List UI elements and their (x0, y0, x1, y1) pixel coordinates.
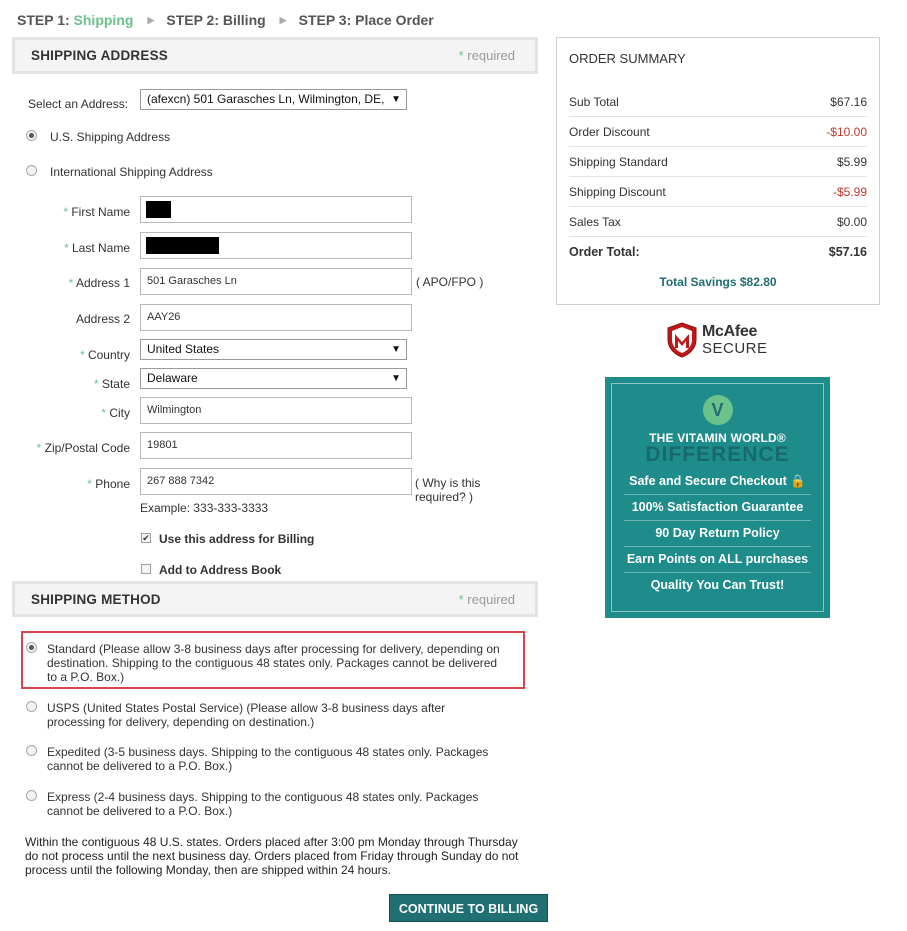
use-for-billing-label: Use this address for Billing (159, 532, 315, 546)
select-address-label: Select an Address: (28, 97, 129, 111)
summary-row: Shipping Standard $5.99 (569, 147, 867, 177)
step1-name[interactable]: Shipping (73, 12, 134, 28)
dropdown-arrow-icon: ▼ (391, 94, 401, 105)
address2-field[interactable]: AAY26 (140, 304, 412, 331)
checkout-steps (17, 12, 434, 28)
address-select[interactable] (140, 89, 407, 110)
step3[interactable]: STEP 3: Place Order (298, 12, 434, 28)
vitamin-world-logo-icon: V (703, 395, 733, 425)
add-to-address-book-checkbox[interactable] (141, 564, 151, 574)
secure-word: SECURE (702, 340, 768, 357)
shipping-address-header (12, 37, 538, 74)
banner-subtitle: DIFFERENCE (645, 443, 790, 466)
country-value: United States (147, 342, 220, 356)
redaction-bar (146, 201, 171, 218)
city-field[interactable]: Wilmington (140, 397, 412, 424)
why-required-link[interactable]: ( Why is this required? ) (415, 476, 481, 504)
intl-shipping-radio[interactable] (26, 165, 37, 176)
address1-field[interactable]: 501 Garasches Ln (140, 268, 412, 295)
summary-row: Sales Tax $0.00 (569, 207, 867, 237)
address2-label: Address 2 (75, 312, 130, 326)
step-arrow-icon: ▶ (279, 14, 287, 25)
continue-to-billing-button[interactable]: CONTINUE TO BILLING (389, 894, 548, 922)
country-select[interactable] (140, 339, 407, 360)
vitamin-world-banner (605, 377, 830, 618)
address-select-value: (afexcn) 501 Garasches Ln, Wilmington, DE, (147, 92, 385, 106)
address1-label: * Address 1 (68, 276, 130, 290)
banner-feature: Safe and Secure Checkout 🔒 (629, 474, 806, 488)
standard-shipping-radio[interactable] (26, 642, 37, 653)
first-name-field[interactable] (140, 196, 412, 223)
express-shipping-radio[interactable] (26, 790, 37, 801)
mcafee-shield-icon (666, 322, 698, 358)
us-shipping-label: U.S. Shipping Address (50, 130, 171, 144)
expedited-shipping-label: Expedited (3-5 business days. Shipping to the contiguous 48 states only. Packages cannot be delivered to a P.O. Box.) (47, 745, 489, 773)
usps-shipping-label: USPS (United States Postal Service) (Please allow 3-8 business days after processing for delivery, depending on destination.) (47, 701, 446, 729)
zip-label: * Zip/Postal Code (36, 441, 130, 455)
banner-feature: Quality You Can Trust! (624, 572, 811, 598)
total-savings: Total Savings $82.80 (659, 275, 777, 289)
required-note: * required (458, 48, 515, 63)
use-for-billing-checkbox[interactable]: ✔ (142, 533, 150, 543)
apo-fpo-link[interactable]: ( APO/FPO ) (416, 275, 484, 289)
dropdown-arrow-icon: ▼ (391, 373, 401, 384)
banner-title: THE VITAMIN WORLD® (649, 431, 786, 445)
city-label: * City (101, 406, 130, 420)
summary-row: Shipping Discount -$5.99 (569, 177, 867, 207)
standard-shipping-label: Standard (Please allow 3-8 business days after processing for delivery, depending on destination. Shipping to the contiguous 48 states only. Packages cannot be delivered to a P.O. Box.) (47, 642, 500, 684)
order-summary-title: ORDER SUMMARY (569, 51, 686, 66)
express-shipping-label: Express (2-4 business days. Shipping to the contiguous 48 states only. Packages cannot be delivered to a P.O. Box.) (47, 790, 479, 818)
shipping-method-header (12, 581, 538, 617)
country-label: * Country (79, 348, 130, 362)
phone-label: * Phone (87, 477, 130, 491)
expedited-shipping-radio[interactable] (26, 745, 37, 756)
mcafee-secure-badge[interactable] (666, 322, 768, 358)
banner-feature: Earn Points on ALL purchases (624, 546, 811, 572)
step2[interactable]: STEP 2: Billing (166, 12, 266, 28)
usps-shipping-radio[interactable] (26, 701, 37, 712)
first-name-label: * First Name (63, 205, 130, 219)
phone-example: Example: 333-333-3333 (140, 501, 269, 515)
last-name-label: * Last Name (63, 241, 130, 255)
order-total-row: Order Total: $57.16 (569, 245, 867, 259)
mcafee-word: McAfee (702, 323, 758, 340)
banner-feature: 100% Satisfaction Guarantee (624, 494, 811, 520)
order-summary (556, 37, 880, 305)
summary-row: Order Discount -$10.00 (569, 117, 867, 147)
mcafee-words (702, 323, 768, 357)
zip-field[interactable]: 19801 (140, 432, 412, 459)
section-title: SHIPPING METHOD (31, 591, 161, 607)
state-select[interactable] (140, 368, 407, 389)
banner-frame (611, 383, 824, 612)
phone-field[interactable]: 267 888 7342 (140, 468, 412, 495)
banner-feature: 90 Day Return Policy (624, 520, 811, 546)
us-shipping-radio[interactable] (26, 130, 37, 141)
step1-prefix: STEP 1: (17, 12, 70, 28)
required-note: * required (458, 591, 515, 607)
step-arrow-icon: ▶ (147, 14, 155, 25)
shipping-note: Within the contiguous 48 U.S. states. Orders placed after 3:00 pm Monday through Thursday do not process until the next business day. Orders placed from Friday through Sunday do not process until the following Monday, then are shipped within 24 hours. (25, 835, 519, 877)
state-value: Delaware (147, 371, 198, 385)
redaction-bar (146, 237, 219, 254)
section-title: SHIPPING ADDRESS (31, 48, 168, 63)
add-to-address-book-label: Add to Address Book (159, 563, 282, 577)
summary-row: Sub Total $67.16 (569, 87, 867, 117)
state-label: * State (93, 377, 130, 391)
intl-shipping-label: International Shipping Address (50, 165, 213, 179)
dropdown-arrow-icon: ▼ (391, 344, 401, 355)
